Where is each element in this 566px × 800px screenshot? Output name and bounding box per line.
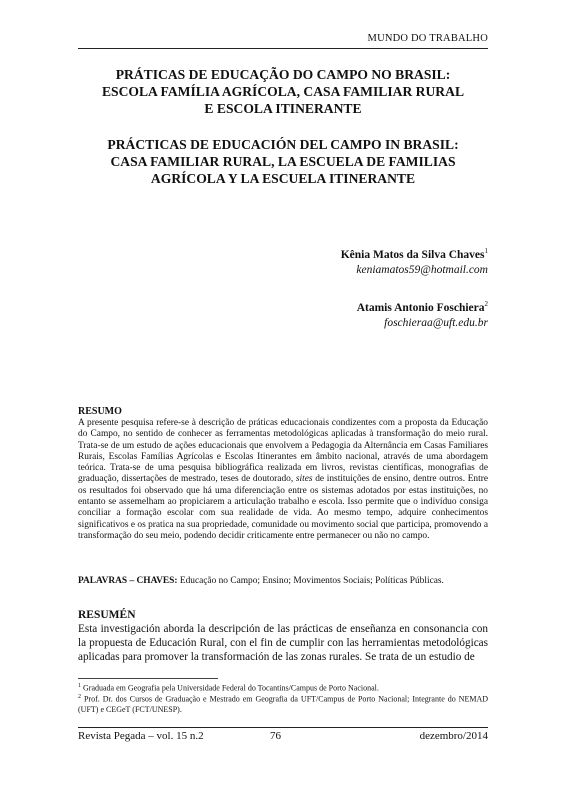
author-email[interactable]: keniamatos59@hotmail.com (356, 263, 488, 276)
footnote-mark: 1 (78, 683, 81, 689)
page-number: 76 (270, 730, 281, 742)
resumen-text: Esta investigación aborda la descripción de las prácticas de enseñanza en consonancia con la propuesta de Educación Rural, con el fin de cumplir con las herramientas metodológicas aplicadas para promover la transformación de las zonas rurales. Se trata de un estudio de (78, 623, 488, 664)
resumen-heading: RESUMÉN (78, 609, 136, 621)
author-block-1 (341, 247, 488, 276)
footnote-rule (78, 678, 218, 679)
header-rule (78, 48, 488, 49)
footnote-text: Prof. Dr. dos Cursos de Graduação e Mestrado em Geografia da UFT/Campus de Porto Nacional; Integrante do NEMAD (UFT) e CEGeT (FCT/UNESP). (78, 694, 489, 714)
footer-date: dezembro/2014 (419, 730, 488, 742)
title-es-line-2: CASA FAMILIAR RURAL, LA ESCUELA DE FAMILIAS (110, 154, 456, 169)
resumo-heading: RESUMO (78, 406, 122, 417)
resumo-text-part-2: de instituições de ensino, dentre outros. Entre os resultados foi observado que há uma diferenciação entre os sistemas adotados por estas instituições, no entanto se assemelham ao propiciarem a articulação trabalho e escola. Isso permite que o indivíduo consiga conciliar a formação escolar com sua realidade de vida. Ao mesmo tempo, adquire conhecimentos significativos e os pratica na sua propriedade, comunidade ou movimento social que participa, promovendo a transformação do seu meio, podendo decidir criticamente entre permanecer ou não no campo. (78, 474, 489, 541)
title-portuguese (78, 66, 488, 117)
author-block-2 (357, 300, 488, 329)
author-name: Kênia Matos da Silva Chaves (340, 248, 485, 261)
title-es-line-1: PRÁCTICAS DE EDUCACIÓN DEL CAMPO IN BRASIL: (107, 137, 459, 152)
footnote-text: Graduada em Geografia pela Universidade Federal do Tocantins/Campus de Porto Nacional. (83, 683, 379, 693)
resumo-text-part-1: A presente pesquisa refere-se à descrição de práticas educacionais condizentes com a proposta da Educação do Campo, no sentido de conhecer as ferramentas metodológicas aplicadas à transformação do meio rural. Trata-se de um estudo de ações educacionais que envolvem a Pedagogia da Alternância em Casas Familiares Rurais, Escolas Famílias Agrícolas e Escolas Itinerantes em âmbito nacional, através de uma abordagem teórica. Trata-se de uma pesquisa bibliográfica realizada em livros, revistas científicas, monografias de graduação, dissertações de mestrado, teses de doutorado, (78, 418, 488, 485)
author-email[interactable]: foschieraa@uft.edu.br (384, 316, 488, 329)
title-pt-line-3: E ESCOLA ITINERANTE (204, 101, 362, 116)
resumo-text (78, 418, 488, 542)
footer-journal: Revista Pegada – vol. 15 n.2 (78, 730, 204, 742)
resumo-italic-word: sites (295, 474, 313, 485)
footer-rule (78, 727, 488, 728)
footnote-2 (78, 692, 488, 715)
title-pt-line-1: PRÁTICAS DE EDUCAÇÃO DO CAMPO NO BRASIL: (115, 67, 451, 82)
title-es-line-3: AGRÍCOLA Y LA ESCUELA ITINERANTE (150, 171, 416, 186)
footnote-marker: 2 (484, 300, 488, 308)
footnote-mark: 2 (78, 694, 81, 700)
footnote-marker: 1 (484, 247, 488, 255)
keywords-line (78, 576, 488, 586)
author-name: Atamis Antonio Foschiera (356, 301, 485, 314)
keywords-label: PALAVRAS – CHAVES: (78, 576, 178, 586)
keywords-text: Educação no Campo; Ensino; Movimentos Sociais; Políticas Públicas. (179, 576, 444, 586)
title-spanish (78, 136, 488, 187)
section-header: MUNDO DO TRABALHO (367, 33, 488, 44)
title-pt-line-2: ESCOLA FAMÍLIA AGRÍCOLA, CASA FAMILIAR RURAL (101, 84, 465, 99)
